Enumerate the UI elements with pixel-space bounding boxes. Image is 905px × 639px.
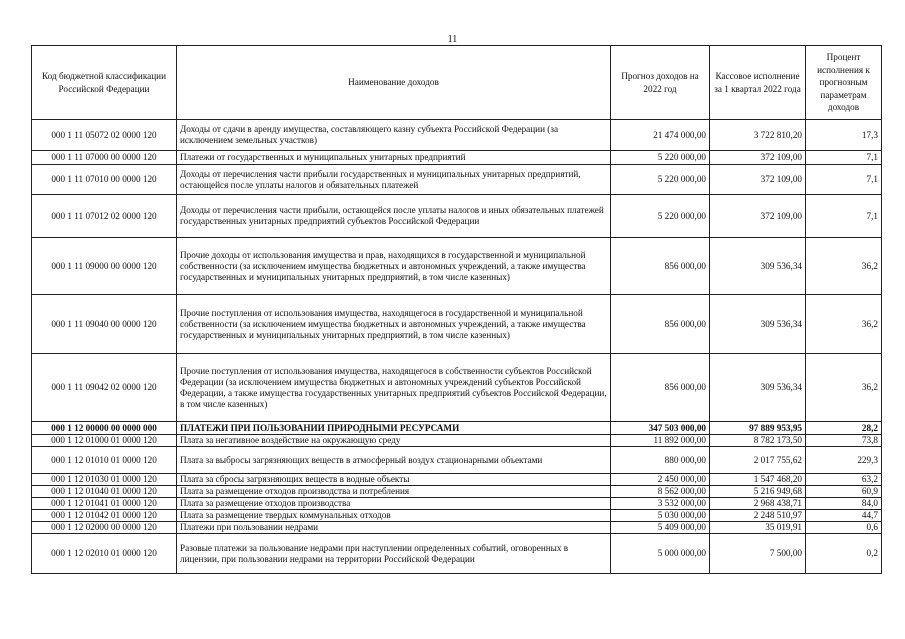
- row-code: 000 1 12 00000 00 0000 000: [32, 422, 177, 435]
- row-percent: 7,1: [806, 165, 882, 195]
- row-code: 000 1 12 01000 01 0000 120: [32, 435, 177, 447]
- table-row: [32, 486, 882, 498]
- row-percent: 229,3: [806, 447, 882, 474]
- row-name: Плата за размещение твердых коммунальных отходов: [177, 510, 611, 522]
- table-row: [32, 151, 882, 165]
- row-actual: 5 216 949,68: [710, 486, 806, 498]
- row-name: Прочие доходы от использования имущества и прав, находящихся в государственной и муниципальной собственности (за исключением имущества бюджетных и автономных учреждений, а также имущества государственных и муниципальных унитарных предприятий, в том числе казенных): [177, 238, 611, 295]
- row-code: 000 1 11 09042 02 0000 120: [32, 354, 177, 422]
- row-actual: 2 968 438,71: [710, 498, 806, 510]
- header-actual: Кассовое исполнение за 1 квартал 2022 года: [710, 46, 806, 120]
- row-percent: 63,2: [806, 474, 882, 486]
- row-actual: 309 536,34: [710, 295, 806, 354]
- row-name: ПЛАТЕЖИ ПРИ ПОЛЬЗОВАНИИ ПРИРОДНЫМИ РЕСУРСАМИ: [177, 422, 611, 435]
- row-percent: 36,2: [806, 295, 882, 354]
- row-forecast: 5 409 000,00: [611, 522, 710, 534]
- row-forecast: 3 532 000,00: [611, 498, 710, 510]
- row-code: 000 1 12 01010 01 0000 120: [32, 447, 177, 474]
- row-forecast: 856 000,00: [611, 354, 710, 422]
- row-forecast: 856 000,00: [611, 238, 710, 295]
- row-percent: 7,1: [806, 151, 882, 165]
- table-row: [32, 435, 882, 447]
- row-name: Доходы от сдачи в аренду имущества, составляющего казну субъекта Российской Федерации (за исключением земельных участков): [177, 120, 611, 151]
- row-actual: 97 889 953,95: [710, 422, 806, 435]
- table-row: [32, 238, 882, 295]
- table-row: [32, 295, 882, 354]
- row-forecast: 880 000,00: [611, 447, 710, 474]
- row-code: 000 1 11 07000 00 0000 120: [32, 151, 177, 165]
- row-code: 000 1 12 01041 01 0000 120: [32, 498, 177, 510]
- row-forecast: 5 030 000,00: [611, 510, 710, 522]
- row-code: 000 1 11 09040 00 0000 120: [32, 295, 177, 354]
- row-forecast: 2 450 000,00: [611, 474, 710, 486]
- row-percent: 17,3: [806, 120, 882, 151]
- table-row: [32, 165, 882, 195]
- row-name: Плата за выбросы загрязняющих веществ в атмосферный воздух стационарными объектами: [177, 447, 611, 474]
- row-code: 000 1 11 07010 00 0000 120: [32, 165, 177, 195]
- revenue-table: [31, 45, 882, 574]
- row-percent: 44,7: [806, 510, 882, 522]
- row-actual: 2 017 755,62: [710, 447, 806, 474]
- table-row: [32, 354, 882, 422]
- table-row: [32, 498, 882, 510]
- table-row-section-total: [32, 422, 882, 435]
- row-actual: 1 547 468,20: [710, 474, 806, 486]
- row-forecast: 5 000 000,00: [611, 534, 710, 574]
- row-name: Разовые платежи за пользование недрами при наступлении определенных событий, оговоренных в лицензии, при пользовании недрами на территории Российской Федерации: [177, 534, 611, 574]
- row-code: 000 1 12 01042 01 0000 120: [32, 510, 177, 522]
- row-actual: 372 109,00: [710, 195, 806, 238]
- row-name: Прочие поступления от использования имущества, находящегося в государственной и муниципальной собственности (за исключением имущества бюджетных и автономных учреждений, а также имущества государственных и муниципальных унитарных предприятий, в том числе казенных): [177, 295, 611, 354]
- row-percent: 36,2: [806, 238, 882, 295]
- row-percent: 84,0: [806, 498, 882, 510]
- row-code: 000 1 11 07012 02 0000 120: [32, 195, 177, 238]
- header-percent: Процент исполнения к прогнозным параметрам доходов: [806, 46, 882, 120]
- table-row: [32, 522, 882, 534]
- row-code: 000 1 12 01040 01 0000 120: [32, 486, 177, 498]
- table-row: [32, 195, 882, 238]
- row-percent: 36,2: [806, 354, 882, 422]
- table-row: [32, 120, 882, 151]
- row-percent: 28,2: [806, 422, 882, 435]
- row-actual: 372 109,00: [710, 165, 806, 195]
- row-percent: 0,2: [806, 534, 882, 574]
- header-name: Наименование доходов: [177, 46, 611, 120]
- row-percent: 60,9: [806, 486, 882, 498]
- row-name: Платежи от государственных и муниципальных унитарных предприятий: [177, 151, 611, 165]
- row-percent: 73,8: [806, 435, 882, 447]
- row-code: 000 1 12 02010 01 0000 120: [32, 534, 177, 574]
- page-number: 11: [447, 34, 458, 45]
- row-code: 000 1 11 09000 00 0000 120: [32, 238, 177, 295]
- row-actual: 35 019,91: [710, 522, 806, 534]
- row-name: Платежи при пользовании недрами: [177, 522, 611, 534]
- row-forecast: 11 892 000,00: [611, 435, 710, 447]
- row-code: 000 1 12 02000 00 0000 120: [32, 522, 177, 534]
- row-actual: 7 500,00: [710, 534, 806, 574]
- row-code: 000 1 12 01030 01 0000 120: [32, 474, 177, 486]
- row-name: Доходы от перечисления части прибыли государственных и муниципальных унитарных предприятий, остающейся после уплаты налогов и обязательных платежей: [177, 165, 611, 195]
- table-row: [32, 474, 882, 486]
- row-name: Плата за размещение отходов производства и потребления: [177, 486, 611, 498]
- row-actual: 8 782 173,50: [710, 435, 806, 447]
- row-forecast: 5 220 000,00: [611, 195, 710, 238]
- table-row: [32, 510, 882, 522]
- row-forecast: 5 220 000,00: [611, 151, 710, 165]
- row-percent: 0,6: [806, 522, 882, 534]
- row-code: 000 1 11 05072 02 0000 120: [32, 120, 177, 151]
- row-name: Плата за негативное воздействие на окружающую среду: [177, 435, 611, 447]
- row-actual: 372 109,00: [710, 151, 806, 165]
- row-actual: 2 248 510,97: [710, 510, 806, 522]
- row-actual: 309 536,34: [710, 238, 806, 295]
- row-forecast: 5 220 000,00: [611, 165, 710, 195]
- row-actual: 309 536,34: [710, 354, 806, 422]
- row-forecast: 21 474 000,00: [611, 120, 710, 151]
- row-forecast: 8 562 000,00: [611, 486, 710, 498]
- table-row: [32, 447, 882, 474]
- row-name: Прочие поступления от использования имущества, находящегося в собственности субъектов Российской Федерации (за исключением имущества бюджетных и автономных учреждений субъектов Российской Федерации, а также имущества государственных унитарных предприятий субъектов Российской Федерации, в том числе казенных): [177, 354, 611, 422]
- row-actual: 3 722 810,20: [710, 120, 806, 151]
- table-header-row: [32, 46, 882, 120]
- row-name: Доходы от перечисления части прибыли, остающейся после уплаты налогов и иных обязательных платежей государственных унитарных предприятий субъектов Российской Федерации: [177, 195, 611, 238]
- row-forecast: 347 503 000,00: [611, 422, 710, 435]
- row-percent: 7,1: [806, 195, 882, 238]
- row-name: Плата за сбросы загрязняющих веществ в водные объекты: [177, 474, 611, 486]
- header-forecast: Прогноз доходов на 2022 год: [611, 46, 710, 120]
- table-body: [32, 120, 882, 574]
- header-code: Код бюджетной классификации Российской Федерации: [32, 46, 177, 120]
- row-name: Плата за размещение отходов производства: [177, 498, 611, 510]
- table-row: [32, 534, 882, 574]
- row-forecast: 856 000,00: [611, 295, 710, 354]
